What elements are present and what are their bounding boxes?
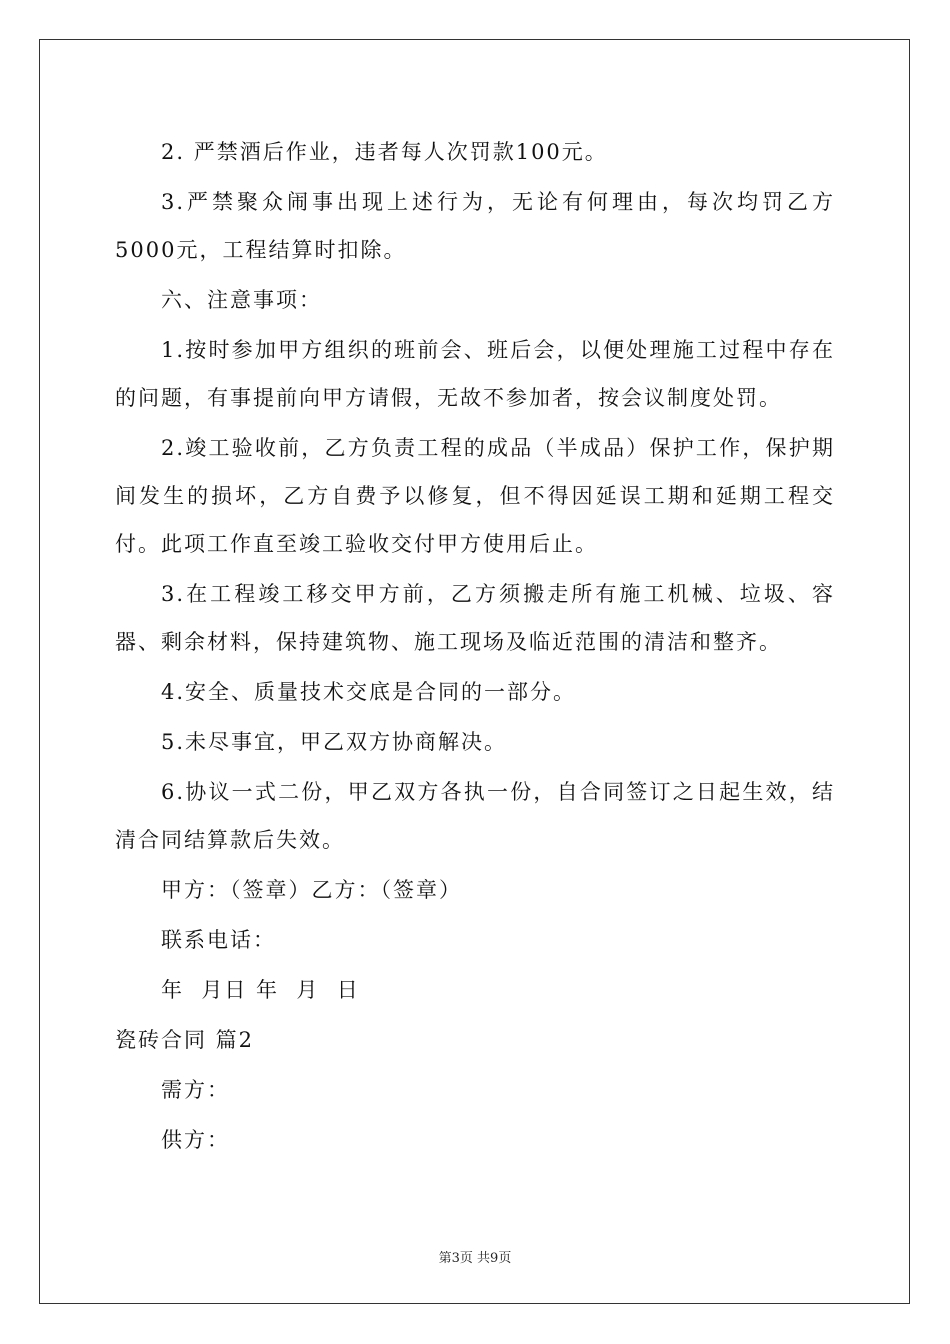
page-number-footer: 第3页 共9页 [438,1251,512,1266]
signature-line: 甲方：（签章）乙方：（签章） [161,878,462,902]
note-cleanup: 3.在工程竣工移交甲方前，乙方须搬走所有施工机械、垃圾、容器、剩余材料，保持建筑物、施工现场及临近范围的清洁和整齐。 [115,582,835,654]
clause-no-disturbance: 3.严禁聚众闹事出现上述行为，无论有何理由，每次均罚乙方5000元，工程结算时扣除。 [115,190,835,262]
clause-no-drinking: 2. 严禁酒后作业，违者每人次罚款100元。 [161,140,608,164]
buyer-label: 需方： [161,1078,230,1102]
note-meetings: 1.按时参加甲方组织的班前会、班后会，以便处理施工过程中存在的问题，有事提前向甲方请假，无故不参加者，按会议制度处罚。 [115,338,835,410]
section-heading-notes: 六、注意事项： [161,288,322,312]
note-protection: 2.竣工验收前，乙方负责工程的成品（半成品）保护工作，保护期间发生的损坏，乙方自费予以修复，但不得因延误工期和延期工程交付。此项工作直至竣工验收交付甲方使用后止。 [115,436,835,556]
date-line: 年 月日 年 月 日 [161,978,360,1002]
note-copies: 6.协议一式二份，甲乙双方各执一份，自合同签订之日起生效，结清合同结算款后失效。 [115,780,835,852]
note-safety: 4.安全、质量技术交底是合同的一部分。 [161,680,577,704]
note-unresolved: 5.未尽事宜，甲乙双方协商解决。 [161,730,508,754]
document-body [115,128,835,1166]
contract-section-title: 瓷砖合同 篇2 [115,1028,255,1052]
contact-phone-label: 联系电话： [161,928,276,952]
supplier-label: 供方： [161,1128,230,1152]
